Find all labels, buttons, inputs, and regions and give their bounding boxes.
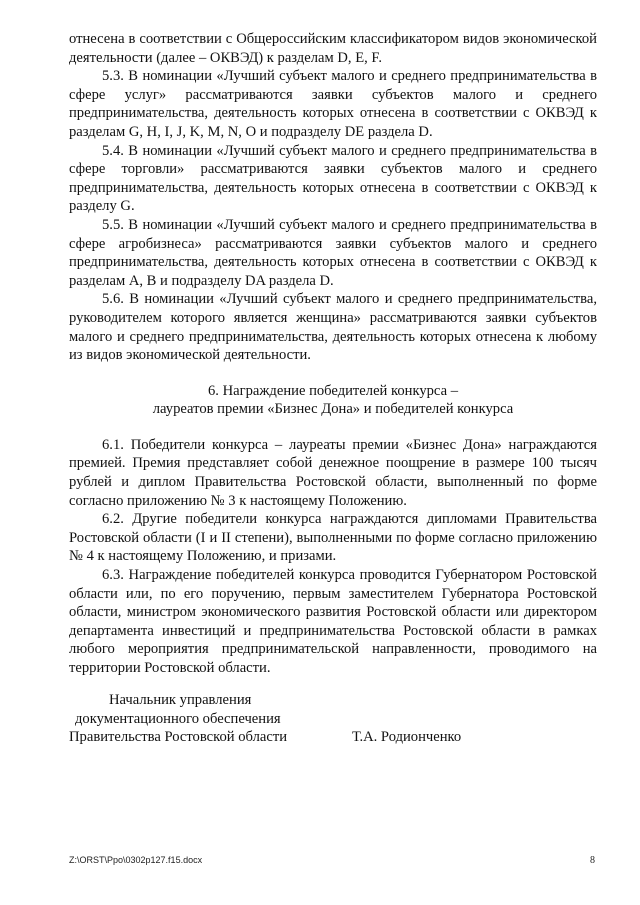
page-number: 8 [590,855,595,866]
paragraphs-section-6 [69,436,597,678]
paragraph-6-2: 6.2. Другие победители конкурса награждаются дипломами Правительства Ростовской области (I и II степени), выполненными по форме согласно приложению № 4 к настоящему Положению, и призами. [69,511,597,565]
signature-title-line-2: документационного обеспечения [75,710,281,727]
paragraph-5-3: 5.3. В номинации «Лучший субъект малого и среднего предпринимательства в сфере услуг» рассматриваются заявки субъектов малого и среднего предпринимательства, деятельность которых отнесена в соответствии с ОКВЭД к разделам G, H, I, J, K, M, N, O и подразделу DE раздела D. [69,68,597,140]
paragraph-6-3: 6.3. Награждение победителей конкурса проводится Губернатором Ростовской области или, по его поручению, первым заместителем Губернатора Ростовской области, министром экономического развития Ростовской области или директором департамента инвестиций и предпринимательства Ростовской области в рамках любого мероприятия предпринимательской направленности, проводимого на территории Ростовской области. [69,567,597,676]
section-heading-line-2: лауреатов премии «Бизнес Дона» и победителей конкурса [152,401,514,418]
signature-block [69,691,597,747]
paragraph-5-2-continuation: отнесена в соответствии с Общероссийским классификатором видов экономической деятельности (далее – ОКВЭД) к разделам D, E, F. [69,31,597,66]
section-heading-line-1: 6. Награждение победителей конкурса – [207,382,459,399]
paragraph-5-6: 5.6. В номинации «Лучший субъект малого и среднего предпринимательства, руководителем которого является женщина» рассматриваются заявки субъектов малого и среднего предпринимательства, деятельность которых отнесена к любому из видов экономической деятельности. [69,291,597,364]
section-6-heading [69,382,597,419]
paragraphs-section-5 [69,30,597,365]
document-body [69,30,597,678]
signature-title-line-3: Правительства Ростовской области [69,729,288,746]
signatory-name: Т.А. Родионченко [352,729,462,746]
signature-title-line-1: Начальник управления [109,692,252,708]
footer-file-path: Z:\ORST\Ppo\0302p127.f15.docx [69,855,203,865]
paragraph-5-5: 5.5. В номинации «Лучший субъект малого и среднего предпринимательства в сфере агробизнеса» рассматриваются заявки субъектов малого и среднего предпринимательства, деятельность которых отнесена в соответствии с ОКВЭД к разделам A, B и подразделу DA раздела D. [69,216,597,289]
paragraph-6-1: 6.1. Победители конкурса – лауреаты премии «Бизнес Дона» награждаются премией. Премия представляет собой денежное поощрение в размере 100 тысяч рублей и диплом Правительства Ростовской области, выполненный по форме согласно приложению № 3 к настоящему Положению. [69,436,597,509]
paragraph-5-4: 5.4. В номинации «Лучший субъект малого и среднего предпринимательства в сфере торговли» рассматриваются заявки субъектов малого и среднего предпринимательства, деятельность которых отнесена в соответствии с ОКВЭД к разделу G. [69,142,597,215]
